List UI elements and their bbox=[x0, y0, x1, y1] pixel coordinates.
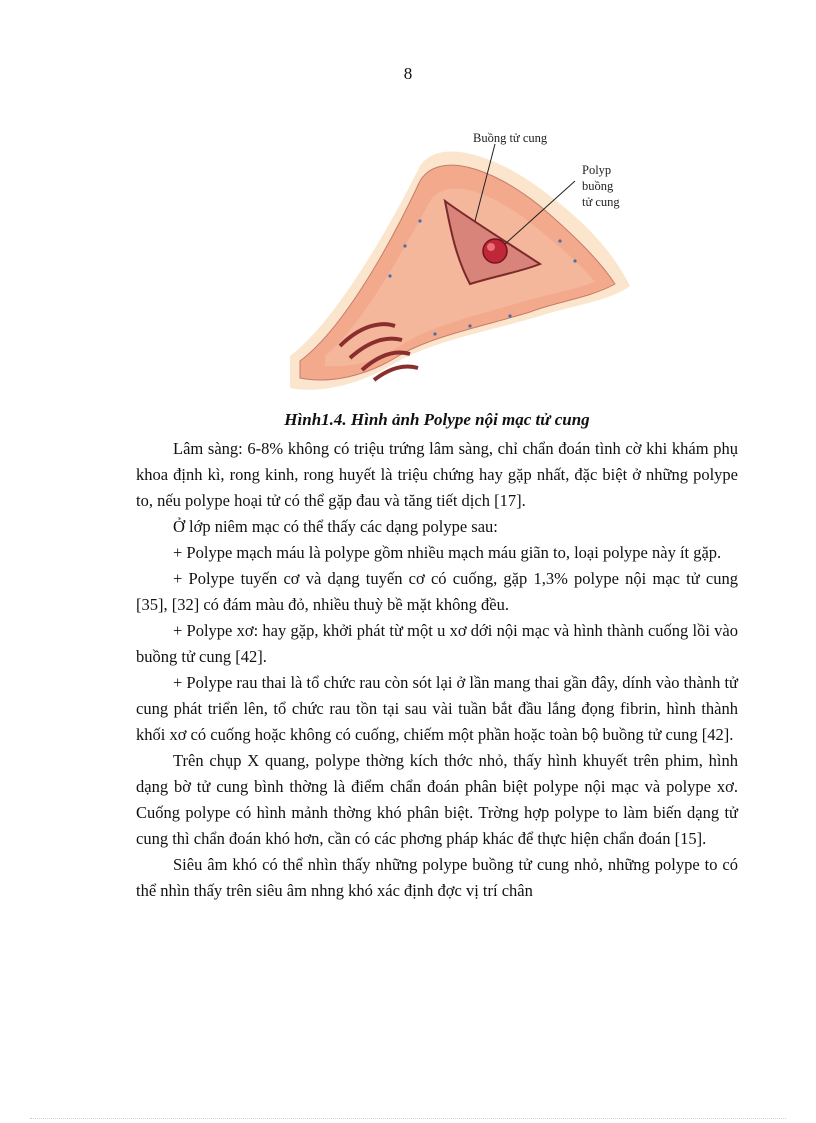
paragraph: Siêu âm khó có thể nhìn thấy những polype buồng tử cung nhỏ, những polype to có thể nhìn thấy trên siêu âm nhng khó xác định đợc vị trí chân bbox=[136, 855, 738, 900]
label-polyp-line1: Polyp bbox=[582, 163, 612, 177]
paragraph: Trên chụp X quang, polype thờng kích thớc nhỏ, thấy hình khuyết trên phim, hình dạng bờ tử cung bình thờng là điểm chẩn đoán phân biệt polype nội mạc và polype xơ. Cuống polype có hình mảnh thờng khó phân biệt. Trờng hợp polype to làm biến dạng tử cung thì chẩn đoán khó hơn, cần có các phơng pháp khác để thực hiện chẩn đoán [15]. bbox=[136, 751, 738, 848]
body-text bbox=[136, 436, 738, 904]
paragraph: Lâm sàng: 6-8% không có triệu trứng lâm sàng, chỉ chẩn đoán tình cờ khi khám phụ khoa định kì, rong kinh, rong huyết là triệu chứng hay gặp nhất, đặc biệt ở những polype to, nếu polype hoại tử có thể gặp đau và tăng tiết dịch [17]. bbox=[136, 439, 738, 510]
label-uterine-cavity: Buồng tử cung bbox=[473, 131, 548, 145]
paragraph: + Polype tuyến cơ và dạng tuyến cơ có cuống, gặp 1,3% polype nội mạc tử cung [35], [32] có đám màu đỏ, nhiều thuỳ bề mặt không đều. bbox=[136, 569, 738, 614]
paragraph: Ở lớp niêm mạc có thể thấy các dạng polype sau: bbox=[173, 517, 498, 536]
paragraph: + Polype xơ: hay gặp, khởi phát từ một u xơ dới nội mạc và hình thành cuống lồi vào buồng tử cung [42]. bbox=[136, 621, 738, 666]
paragraph: + Polype rau thai là tổ chức rau còn sót lại ở lần mang thai gần đây, dính vào thành tử cung phát triển lên, tổ chức rau tồn tại sau vài tuần bắt đầu lắng đọng fibrin, hình thành khối xơ có cuống hoặc không có cuống, chiếm một phần hoặc toàn bộ buồng tử cung [42]. bbox=[136, 673, 738, 744]
uterus-polyp-illustration bbox=[270, 126, 650, 406]
uterus-diagram bbox=[270, 126, 650, 406]
polyp bbox=[483, 239, 507, 263]
figure-caption: Hình1.4. Hình ảnh Polype nội mạc tử cung bbox=[284, 410, 590, 429]
paragraph: + Polype mạch máu là polype gồm nhiều mạch máu giãn to, loại polype này ít gặp. bbox=[173, 543, 722, 562]
footer-dotted-rule bbox=[30, 1118, 786, 1119]
page-number: 8 bbox=[403, 64, 413, 83]
label-polyp-line2: buồng bbox=[582, 179, 614, 193]
label-polyp-line3: tử cung bbox=[582, 195, 620, 209]
